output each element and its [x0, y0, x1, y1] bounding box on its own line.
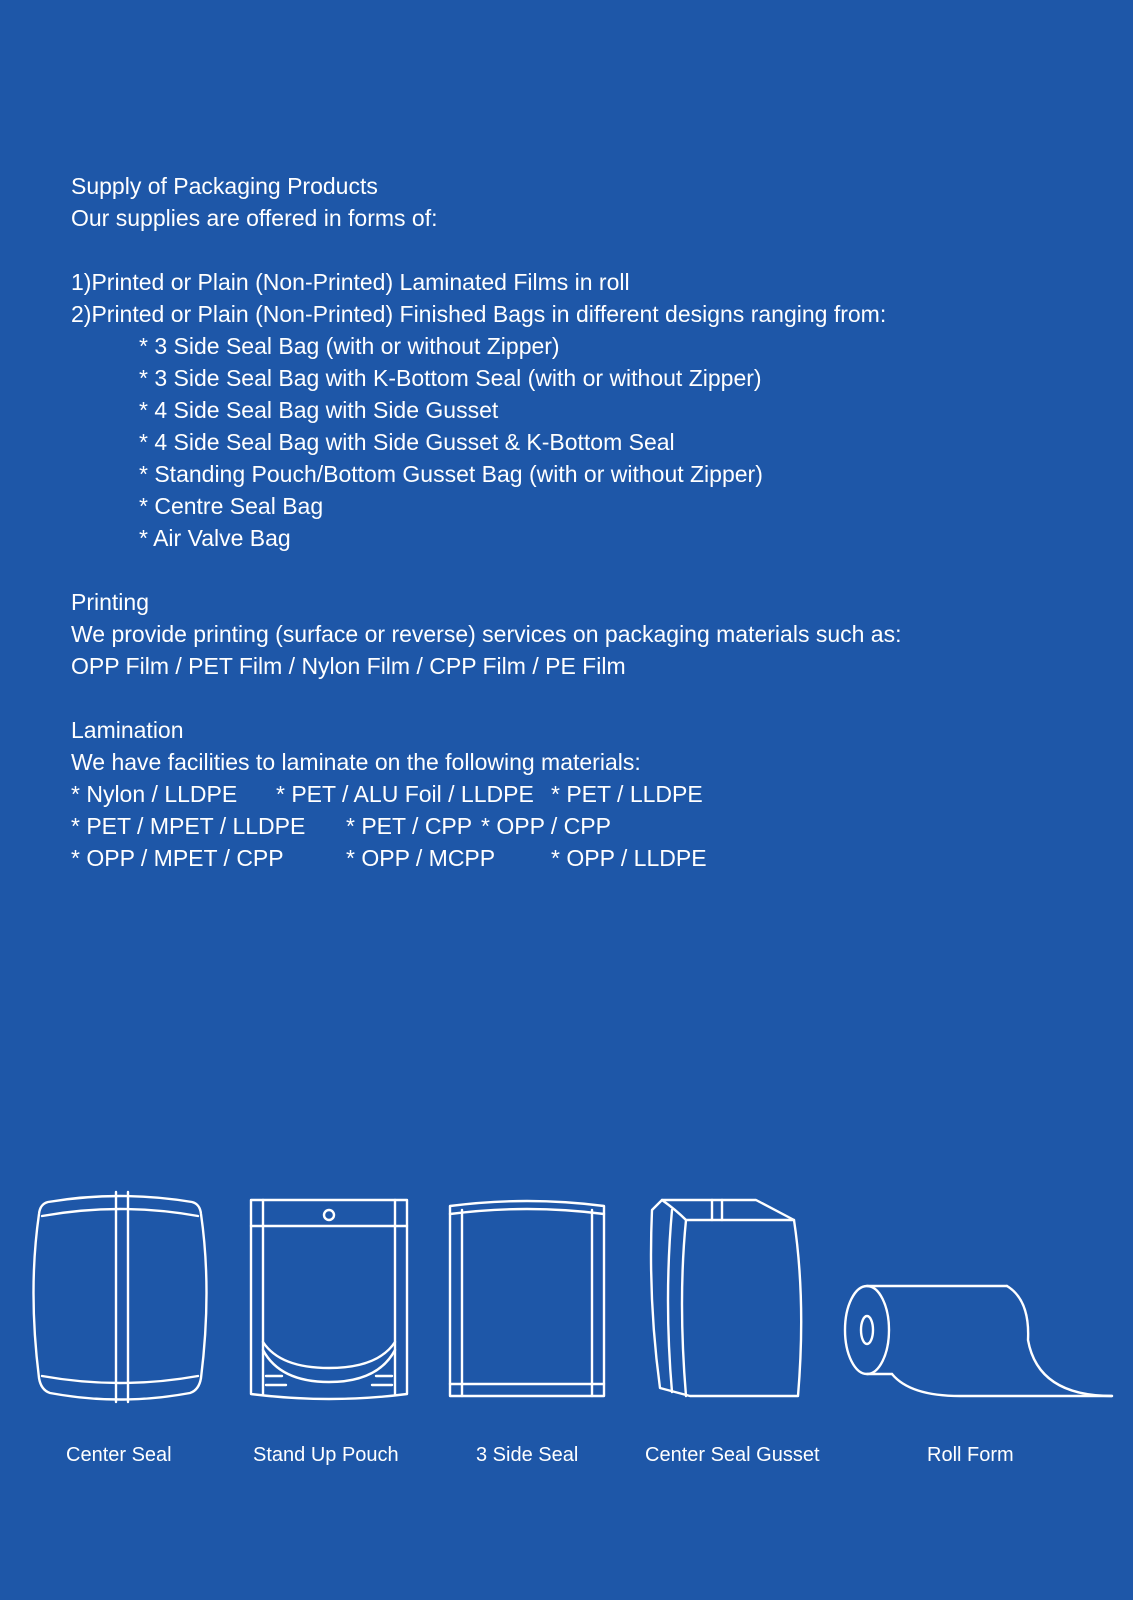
lamination-row [71, 810, 1071, 842]
spacer [71, 554, 1071, 586]
stand-up-pouch-icon [251, 1200, 407, 1399]
bag-type-item: * Standing Pouch/Bottom Gusset Bag (with or without Zipper) [139, 461, 763, 487]
lamination-material: * PET / LLDPE [551, 781, 703, 807]
printing-description: We provide printing (surface or reverse) services on packaging materials such as: [71, 621, 902, 647]
section-title-lamination: Lamination [71, 717, 184, 743]
bag-type-item: * 4 Side Seal Bag with Side Gusset & K-Bottom Seal [139, 429, 675, 455]
three-side-seal-icon [450, 1201, 604, 1396]
content-body [71, 170, 1071, 874]
section-title-supply: Supply of Packaging Products [71, 173, 378, 199]
center-seal-gusset-icon [651, 1200, 801, 1396]
lamination-material: * PET / ALU Foil / LLDPE [276, 781, 534, 807]
section-title-printing: Printing [71, 589, 149, 615]
lamination-row [71, 778, 1071, 810]
roll-form-icon [845, 1286, 1112, 1396]
lamination-row [71, 842, 1071, 874]
caption-center-seal: Center Seal [66, 1444, 172, 1466]
bag-type-item: * 3 Side Seal Bag (with or without Zipper) [139, 333, 560, 359]
lamination-description: We have facilities to laminate on the following materials: [71, 749, 641, 775]
caption-three-side-seal: 3 Side Seal [476, 1444, 579, 1466]
spacer [71, 682, 1071, 714]
bag-type-item: * Air Valve Bag [139, 525, 291, 551]
form-item-2: 2)Printed or Plain (Non-Printed) Finished Bags in different designs ranging from: [71, 301, 887, 327]
bag-illustrations [0, 1190, 1133, 1430]
bag-type-item: * 4 Side Seal Bag with Side Gusset [139, 397, 499, 423]
lamination-material: * OPP / MPET / CPP [71, 845, 284, 871]
caption-roll-form: Roll Form [927, 1444, 1014, 1466]
printing-materials: OPP Film / PET Film / Nylon Film / CPP Film / PE Film [71, 653, 626, 679]
caption-center-seal-gusset: Center Seal Gusset [645, 1444, 820, 1466]
lamination-material: * OPP / LLDPE [551, 845, 707, 871]
bag-type-item: * 3 Side Seal Bag with K-Bottom Seal (with or without Zipper) [139, 365, 762, 391]
bag-type-item: * Centre Seal Bag [139, 493, 324, 519]
lamination-material: * PET / CPP [346, 813, 473, 839]
supply-subtitle: Our supplies are offered in forms of: [71, 205, 438, 231]
lamination-material: * Nylon / LLDPE [71, 781, 238, 807]
center-seal-bag-icon [34, 1192, 207, 1402]
caption-stand-up-pouch: Stand Up Pouch [253, 1444, 399, 1466]
lamination-material: * OPP / CPP [481, 813, 611, 839]
form-item-1: 1)Printed or Plain (Non-Printed) Laminated Films in roll [71, 269, 630, 295]
lamination-material: * PET / MPET / LLDPE [71, 813, 306, 839]
spacer [71, 234, 1071, 266]
lamination-material: * OPP / MCPP [346, 845, 496, 871]
